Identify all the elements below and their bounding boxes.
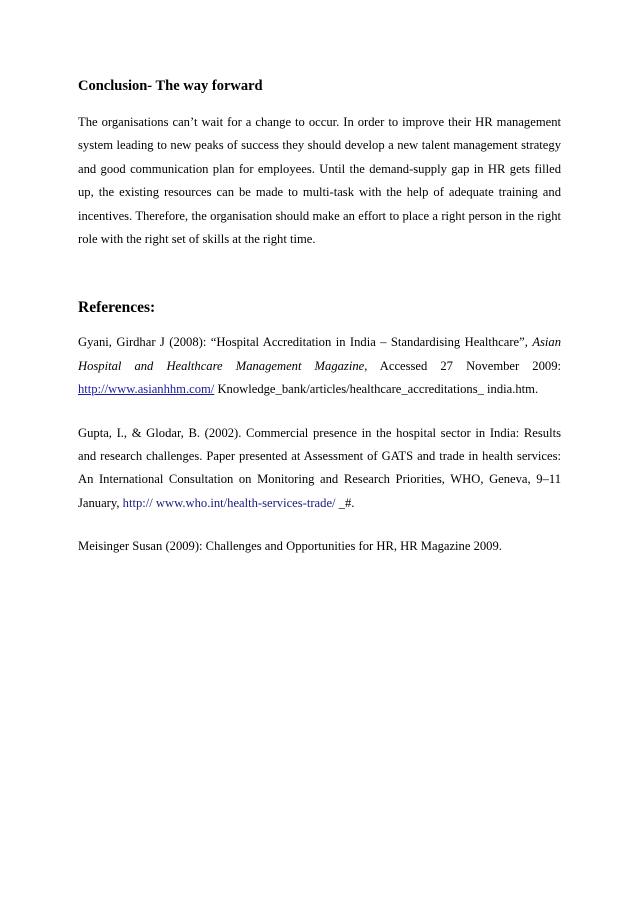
conclusion-heading: Conclusion- The way forward	[78, 78, 263, 94]
reference-journal-title: Asian Hospital and Healthcare Management Magazine	[78, 335, 561, 373]
reference-meisinger	[78, 535, 561, 558]
reference-gyani	[78, 331, 561, 401]
references-heading: References:	[78, 299, 156, 317]
reference-gupta	[78, 422, 561, 516]
reference-text: Gupta, I., & Glodar, B. (2002). Commercial presence in the hospital sector in India: Results and research challenges. Paper presented at Assessment of GATS and trade in health services: An International Consultation on Monitoring and Research Priorities, WHO, Geneva, 9–11 January,	[78, 425, 561, 510]
reference-text: , Accessed 27 November 2009:	[364, 358, 561, 373]
reference-text: _#.	[335, 495, 355, 510]
document-page	[78, 76, 561, 579]
reference-text: Knowledge_bank/articles/healthcare_accreditations_ india.htm.	[214, 382, 539, 397]
reference-text: Gyani, Girdhar J (2008): “Hospital Accreditation in India – Standardising Healthcare”,	[78, 335, 533, 350]
reference-link[interactable]: http://www.asianhhm.com/	[78, 382, 215, 397]
reference-url-prefix[interactable]: http://	[122, 495, 153, 510]
reference-text: Meisinger Susan (2009): Challenges and Opportunities for HR, HR Magazine 2009.	[78, 539, 502, 554]
conclusion-paragraph: The organisations can’t wait for a change to occur. In order to improve their HR management system leading to new peaks of success they should develop a new talent management strategy and good communication plan for employees. Until the demand-supply gap in HR gets filled up, the existing resources can be made to multi-task with the help of adequate training and incentives. Therefore, the organisation should make an effort to place a right person in the right role with the right set of skills at the right time.	[78, 115, 561, 247]
reference-url[interactable]: www.who.int/health-services-trade/	[152, 495, 336, 510]
